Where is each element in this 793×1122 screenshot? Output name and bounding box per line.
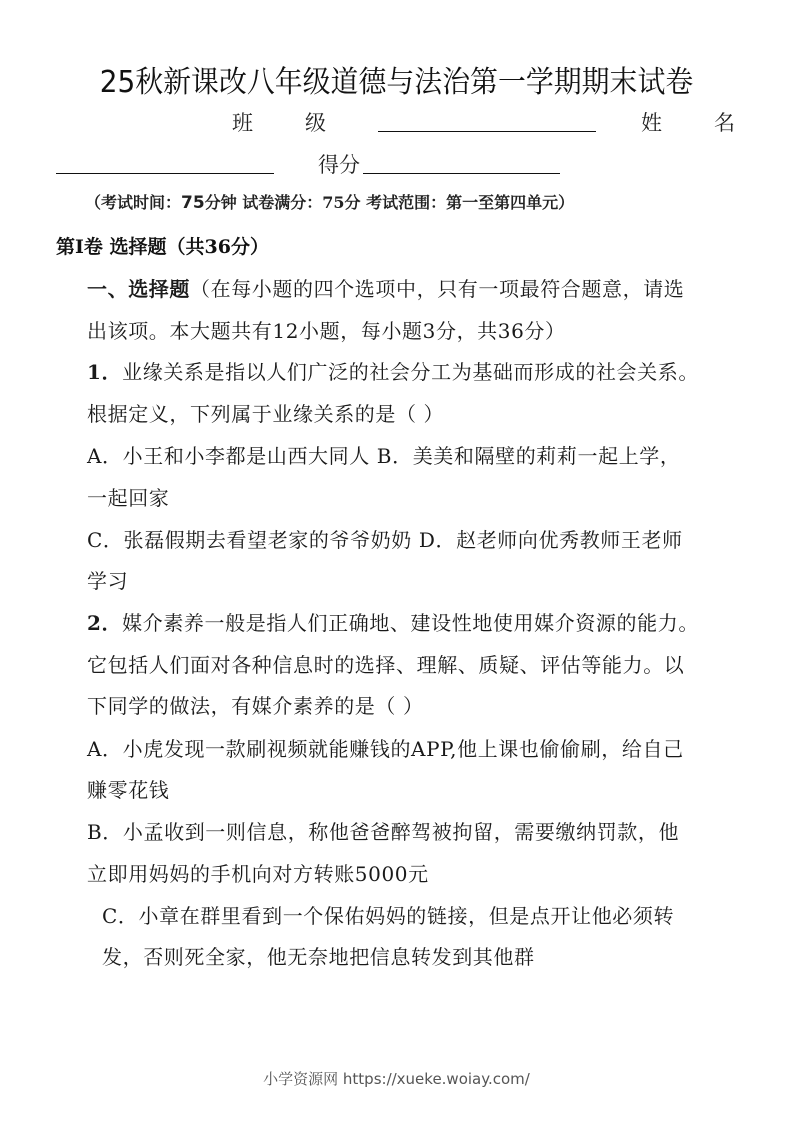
question-2-stem-2: 它包括人们面对各种信息时的选择、理解、质疑、评估等能力。以 (87, 653, 685, 677)
score-input-line[interactable] (363, 173, 560, 174)
question-1-stem-text-1: 业缘关系是指以人们广泛的社会分工为基础而形成的社会关系。 (122, 360, 699, 384)
part-one-heading-line (87, 273, 684, 302)
question-1-stem-1 (87, 356, 699, 385)
exam-score-unit: 分 考试范围：第一至第四单元） (344, 193, 575, 212)
document-title: 25秋新课改八年级道德与法治第一学期期末试卷 (99, 65, 694, 100)
part-one-instruction-2: 出该项。本大题共有12小题，每小题3分，共36分） (87, 319, 566, 343)
name-input-line[interactable] (56, 173, 274, 174)
exam-time-value: 75 (181, 193, 205, 213)
question-2-stem-1 (87, 607, 699, 636)
question-2-stem-text-1: 媒介素养一般是指人们正确地、建设性地使用媒介资源的能力。 (122, 611, 699, 635)
section-title: 第Ⅰ卷 选择题（共36分） (56, 236, 269, 258)
class-label-char-2: 级 (305, 111, 326, 135)
question-2-option-line-5: C．小章在群里看到一个保佑妈妈的链接，但是点开让他必须转 (102, 904, 675, 928)
question-2-option-line-6: 发，否则死全家，他无奈地把信息转发到其他群 (102, 945, 535, 969)
exam-info-open: （考试时间： (85, 193, 182, 212)
question-2-option-line-4: 立即用妈妈的手机向对方转账5000元 (87, 862, 429, 886)
exam-time-unit: 分钟 试卷满分： (204, 193, 323, 212)
question-2-option-line-1: A．小虎发现一款刷视频就能赚钱的APP,他上课也偷偷刷，给自己 (87, 737, 684, 761)
footer-source-link[interactable]: 小学资源网 https://xueke.woiay.com/ (263, 1070, 530, 1088)
question-1-option-line-2: 一起回家 (87, 486, 170, 510)
score-label: 得分 (318, 153, 360, 177)
exam-score-value: 75 (322, 193, 345, 212)
question-2-stem-3: 下同学的做法，有媒介素养的是（ ） (87, 694, 424, 718)
question-2-option-line-3: B．小孟收到一则信息，称他爸爸醉驾被拘留，需要缴纳罚款，他 (87, 820, 680, 844)
question-1-stem-2: 根据定义，下列属于业缘关系的是（ ） (87, 402, 445, 426)
question-1-option-line-4: 学习 (87, 569, 129, 593)
question-1-option-line-1: A．小王和小李都是山西大同人 B．美美和隔壁的莉莉一起上学， (87, 444, 681, 468)
question-2-number: 2． (87, 611, 123, 635)
name-label-char-1: 姓 (641, 111, 662, 135)
exam-info (85, 190, 574, 213)
question-2-option-line-2: 赚零花钱 (87, 778, 170, 802)
question-1-option-line-3: C．张磊假期去看望老家的爷爷奶奶 D．赵老师向优秀教师王老师 (87, 528, 683, 552)
name-label-char-2: 名 (714, 111, 735, 135)
question-1-number: 1． (87, 360, 123, 384)
class-input-line[interactable] (378, 131, 596, 132)
part-one-heading: 一、选择题 (87, 277, 190, 301)
part-one-instruction-1: （在每小题的四个选项中，只有一项最符合题意，请选 (190, 277, 685, 301)
class-label-char-1: 班 (232, 111, 253, 135)
